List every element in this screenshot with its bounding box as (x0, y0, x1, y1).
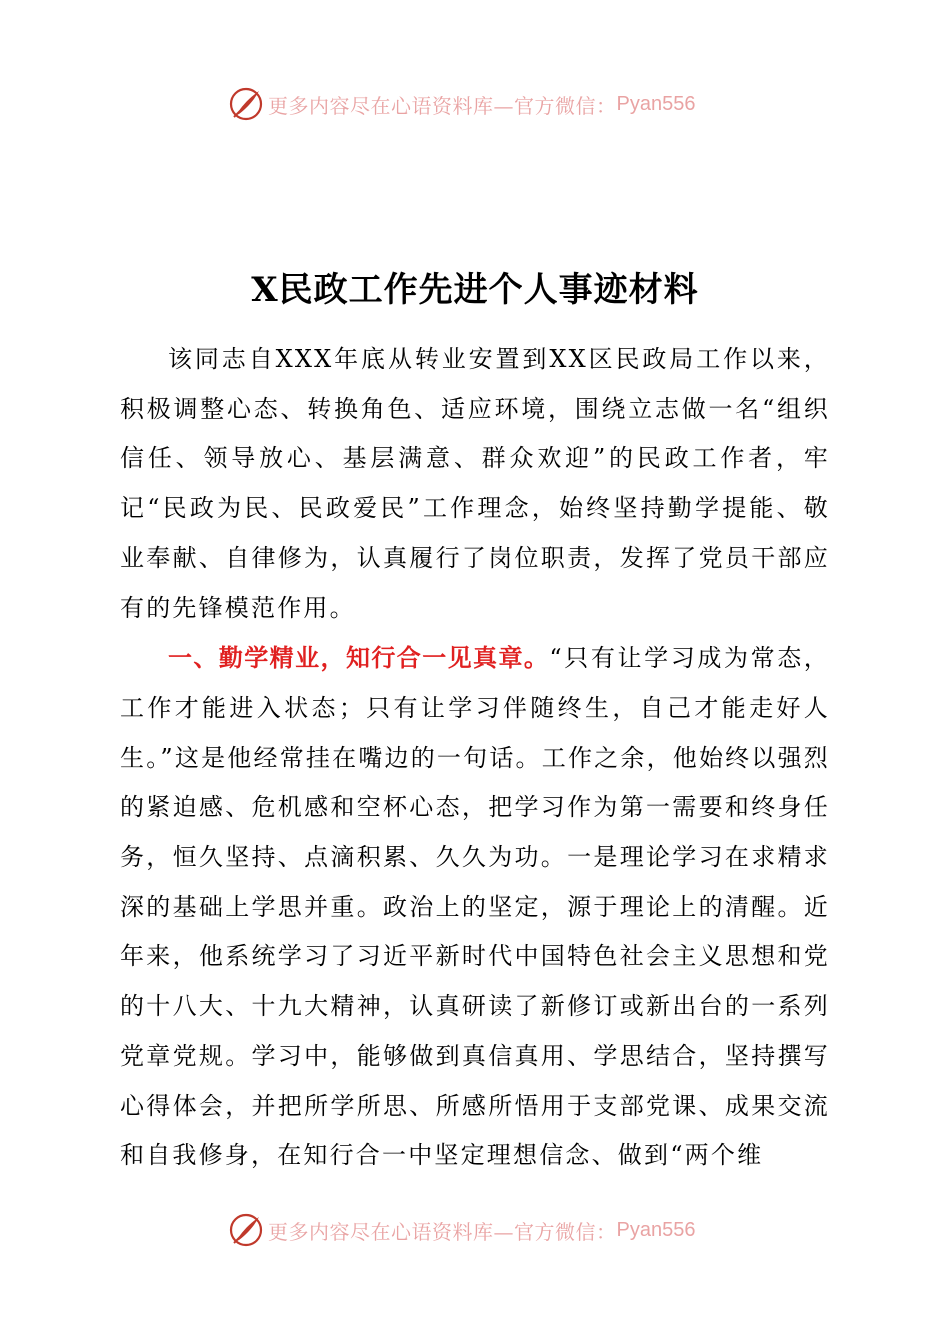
header-watermark (228, 84, 695, 124)
watermark-text: 更多内容尽在心语资料库—官方微信： (268, 93, 617, 118)
watermark-text: 更多内容尽在心语资料库—官方微信： (268, 1219, 617, 1244)
quill-logo-icon (228, 1212, 264, 1248)
document-body (120, 335, 830, 1181)
section-heading: 一、勤学精业，知行合一见真章。 (168, 643, 550, 673)
section-text: “只有让学习成为常态，工作才能进入状态；只有让学习伴随终生，自己才能走好人生。”这是他经常挂在嘴边的一句话。工作之余，他始终以强烈的紧迫感、危机感和空杯心态，把学习作为第一需要和终身任务，恒久坚持、点滴积累、久久为功。一是理论学习在求精求深的基础上学思并重。政治上的坚定，源于理论上的清醒。近年来，他系统学习了习近平新时代中国特色社会主义思想和党的十八大、十九大精神，认真研读了新修订或新出台的一系列党章党规。学习中，能够做到真信真用、学思结合，坚持撰写心得体会，并把所学所思、所感所悟用于支部党课、成果交流和自我修身，在知行合一中坚定理想信念、做到“两个维 (120, 644, 831, 1170)
watermark-wechat-id: Pyan556 (616, 1218, 696, 1241)
document-title: X民政工作先进个人事迹材料 (251, 270, 699, 310)
paragraph-intro: 该同志自XXX年底从转业安置到XX区民政局工作以来，积极调整心态、转换角色、适应环境，围绕立志做一名“组织信任、领导放心、基层满意、群众欢迎”的民政工作者，牢记“民政为民、民政爱民”工作理念，始终坚持勤学提能、敬业奉献、自律修为，认真履行了岗位职责，发挥了党员干部应有的先锋模范作用。 (120, 345, 830, 622)
footer-watermark (228, 1210, 695, 1250)
paragraph-section-1 (120, 633, 830, 1181)
watermark-wechat-id: Pyan556 (616, 92, 696, 115)
quill-logo-icon (228, 86, 264, 122)
